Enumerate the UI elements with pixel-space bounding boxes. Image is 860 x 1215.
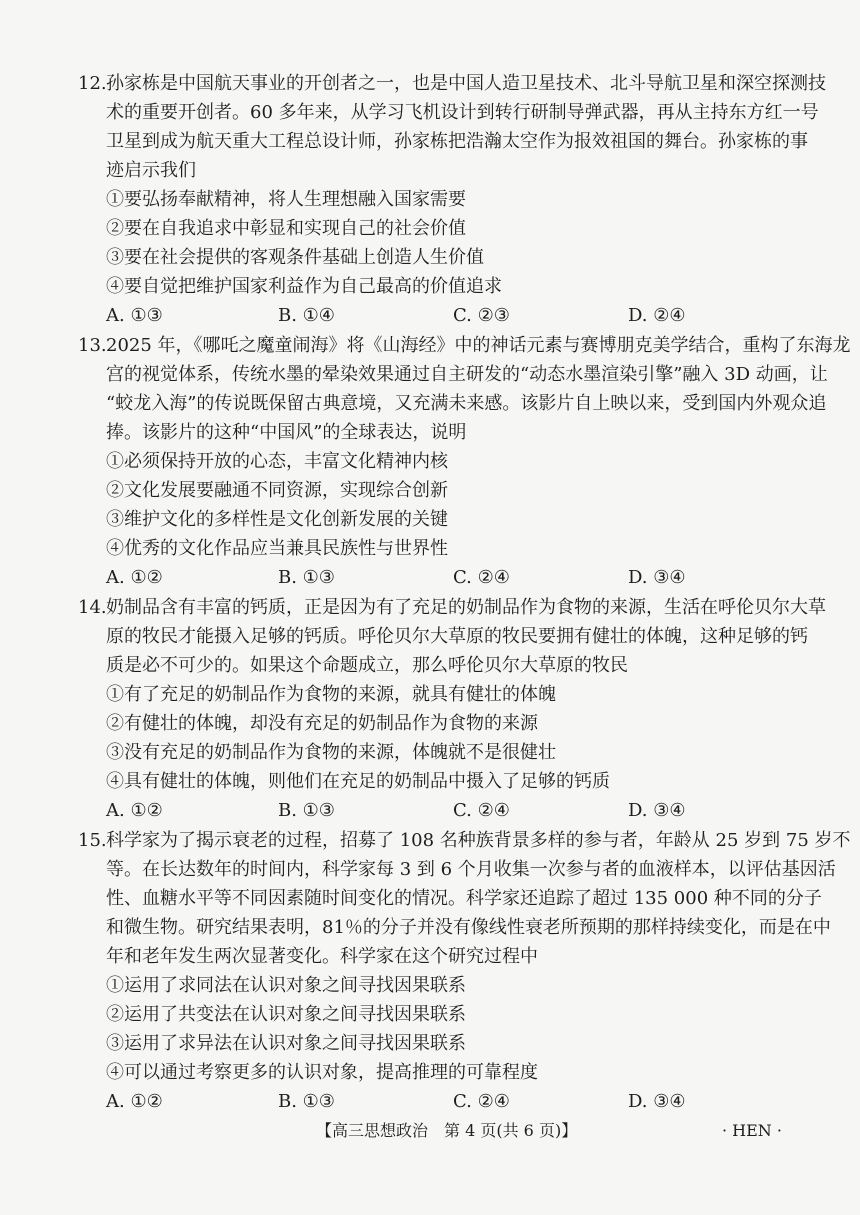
question-stem-line: 术的重要开创者。60 多年来，从学习飞机设计到转行研制导弹武器，再从主持东方红一号: [106, 102, 819, 123]
statement-2: ②运用了共变法在认识对象之间寻找因果联系: [106, 1004, 466, 1025]
question-number: 14.: [78, 597, 107, 618]
choice-a: A. ①②: [106, 1091, 163, 1112]
choice-a: A. ①②: [106, 800, 163, 821]
question-stem-line: 12.孙家栋是中国航天事业的开创者之一，也是中国人造卫星技术、北斗导航卫星和深空探测技: [78, 73, 826, 94]
statement-3: ③要在社会提供的客观条件基础上创造人生价值: [106, 247, 484, 268]
statement-1: ①有了充足的奶制品作为食物的来源，就具有健壮的体魄: [106, 684, 556, 705]
choice-d: D. ②④: [628, 305, 686, 326]
choice-a: A. ①②: [106, 567, 163, 588]
statement-1: ①要弘扬奉献精神，将人生理想融入国家需要: [106, 189, 466, 210]
question-stem-line: 和微生物。研究结果表明，81％的分子并没有像线性衰老所预期的那样持续变化，而是在中: [106, 917, 831, 938]
statement-2: ②有健壮的体魄，却没有充足的奶制品作为食物的来源: [106, 713, 538, 734]
question-stem-line: 15.科学家为了揭示衰老的过程，招募了 108 名种族背景多样的参与者，年龄从 25 岁到 75 岁不: [78, 830, 851, 851]
page-info: 【高三思想政治 第 4 页(共 6 页)】: [316, 1121, 578, 1140]
question-stem-line: 卫星到成为航天重大工程总设计师，孙家栋把浩瀚太空作为报效祖国的舞台。孙家栋的事: [106, 131, 808, 152]
exam-code: · HEN ·: [722, 1121, 782, 1140]
statement-3: ③运用了求异法在认识对象之间寻找因果联系: [106, 1033, 466, 1054]
choice-b: B. ①④: [278, 305, 335, 326]
question-stem-line: 14.奶制品含有丰富的钙质，正是因为有了充足的奶制品作为食物的来源，生活在呼伦贝尔大草: [78, 597, 826, 618]
choice-d: D. ③④: [628, 567, 686, 588]
choice-c: C. ②③: [453, 305, 510, 326]
statement-2: ②文化发展要融通不同资源，实现综合创新: [106, 480, 448, 501]
statement-4: ④可以通过考察更多的认识对象，提高推理的可靠程度: [106, 1062, 538, 1083]
question-stem-line: 捧。该影片的这种“中国风”的全球表达，说明: [106, 422, 467, 443]
choice-b: B. ①③: [278, 800, 335, 821]
choice-c: C. ②④: [453, 1091, 510, 1112]
choice-a: A. ①③: [106, 305, 163, 326]
question-stem-line: 宫的视觉体系，传统水墨的晕染效果通过自主研发的“动态水墨渲染引擎”融入 3D 动画，让: [106, 364, 828, 385]
statement-1: ①必须保持开放的心态，丰富文化精神内核: [106, 451, 448, 472]
question-stem-line: 年和老年发生两次显著变化。科学家在这个研究过程中: [106, 946, 538, 967]
statement-3: ③维护文化的多样性是文化创新发展的关键: [106, 509, 448, 530]
question-number: 12.: [78, 73, 107, 94]
choice-b: B. ①③: [278, 567, 335, 588]
question-stem-line: 原的牧民才能摄入足够的钙质。呼伦贝尔大草原的牧民要拥有健壮的体魄，这种足够的钙: [106, 626, 808, 647]
statement-4: ④要自觉把维护国家利益作为自己最高的价值追求: [106, 276, 502, 297]
question-number: 15.: [78, 830, 107, 851]
statement-3: ③没有充足的奶制品作为食物的来源，体魄就不是很健壮: [106, 742, 556, 763]
question-stem-line: 迹启示我们: [106, 160, 196, 181]
choice-c: C. ②④: [453, 567, 510, 588]
question-number: 13.: [78, 335, 107, 356]
question-stem-line: 13.2025 年，《哪吒之魔童闹海》将《山海经》中的神话元素与赛博朋克美学结合，重构了东海龙: [78, 335, 851, 356]
question-stem-line: 等。在长达数年的时间内，科学家每 3 到 6 个月收集一次参与者的血液样本，以评估基因活: [106, 859, 836, 880]
statement-2: ②要在自我追求中彰显和实现自己的社会价值: [106, 218, 466, 239]
statement-1: ①运用了求同法在认识对象之间寻找因果联系: [106, 975, 466, 996]
statement-4: ④优秀的文化作品应当兼具民族性与世界性: [106, 538, 448, 559]
question-stem-line: “蛟龙入海”的传说既保留古典意境，又充满未来感。该影片自上映以来，受到国内外观众追: [106, 393, 827, 414]
choice-d: D. ③④: [628, 800, 686, 821]
question-stem-line: 性、血糖水平等不同因素随时间变化的情况。科学家还追踪了超过 135 000 种不同的分子: [106, 888, 822, 909]
choice-b: B. ①③: [278, 1091, 335, 1112]
question-stem-line: 质是必不可少的。如果这个命题成立，那么呼伦贝尔大草原的牧民: [106, 655, 628, 676]
choice-d: D. ③④: [628, 1091, 686, 1112]
choice-c: C. ②④: [453, 800, 510, 821]
statement-4: ④具有健壮的体魄，则他们在充足的奶制品中摄入了足够的钙质: [106, 771, 610, 792]
